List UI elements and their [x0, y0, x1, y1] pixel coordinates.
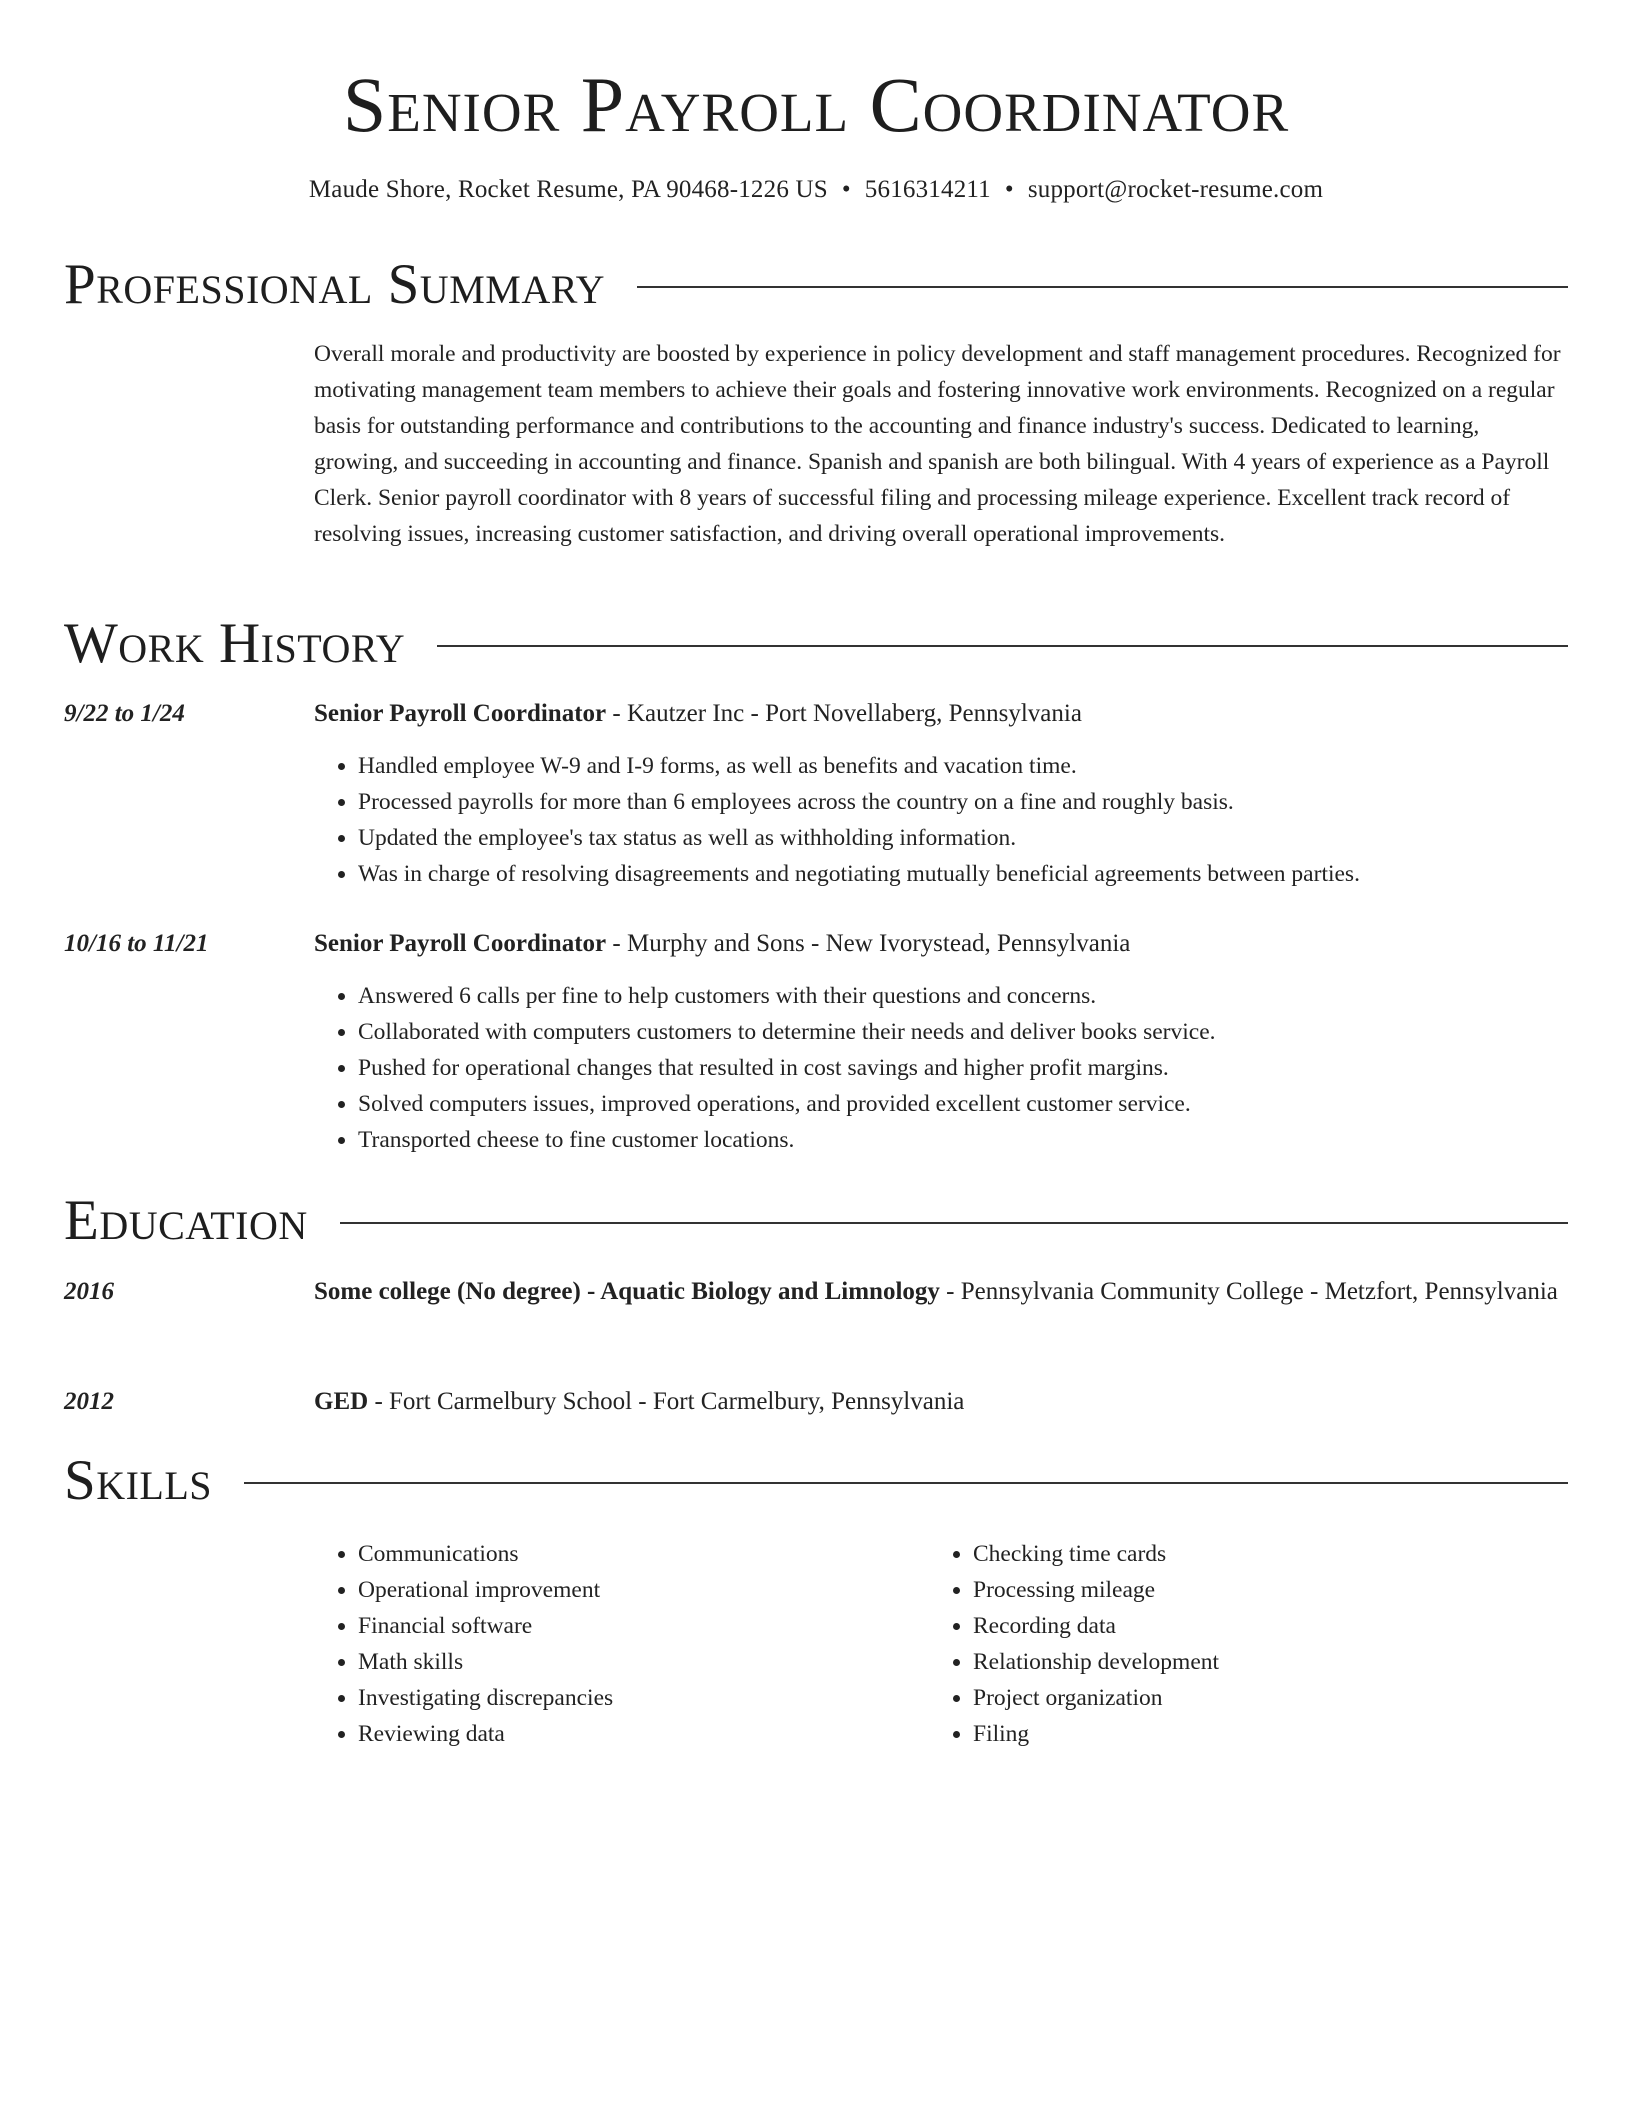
- summary-text: Overall morale and productivity are boosted by experience in policy development and staff management procedures. Recognized for motivating management team members to achieve their goals and fostering innovative work environments. Recognized on a regular basis for outstanding performance and contributions to the accounting and finance industry's success. Dedicated to learning, growing, and succeeding in accounting and finance. Spanish and spanish are both bilingual. With 4 years of experience as a Payroll Clerk. Senior payroll coordinator with 8 years of successful filing and processing mileage experience. Excellent track record of resolving issues, increasing customer satisfaction, and driving overall operational improvements.: [314, 341, 1561, 547]
- section-divider: [437, 645, 1568, 647]
- skills-section-header: [64, 1448, 1568, 1514]
- section-divider: [244, 1482, 1568, 1484]
- education-details: - Fort Carmelbury School - Fort Carmelbury, Pennsylvania: [368, 1388, 965, 1415]
- job-heading: [314, 694, 1568, 734]
- skill-item: • Relationship development: [973, 1644, 1544, 1680]
- job-details: - Murphy and Sons - New Ivorystead, Pennsylvania: [606, 930, 1131, 957]
- skill-item: • Checking time cards: [973, 1536, 1544, 1572]
- skill-item: • Project organization: [973, 1680, 1544, 1716]
- section-divider: [637, 286, 1568, 288]
- job-title: Senior Payroll Coordinator: [314, 700, 607, 727]
- skill-item: • Operational improvement: [358, 1572, 929, 1608]
- job-dates: 10/16 to 11/21: [64, 930, 209, 957]
- skill-item: • Financial software: [358, 1608, 929, 1644]
- job-bullet: • Transported cheese to fine customer locations.: [358, 1122, 1568, 1158]
- skills-heading: Skills: [64, 1449, 213, 1512]
- education-body: [314, 1272, 1568, 1312]
- skills-list: [314, 1536, 1568, 1752]
- education-heading-line: [314, 1382, 1568, 1422]
- education-degree: GED: [314, 1388, 369, 1415]
- skill-item: • Investigating discrepancies: [358, 1680, 929, 1716]
- education-heading-line: [314, 1272, 1568, 1312]
- job-bullets: [314, 748, 1568, 892]
- education-year: 2016: [64, 1278, 114, 1305]
- education-entry: [64, 1272, 1568, 1312]
- skill-item: • Math skills: [358, 1644, 929, 1680]
- skills-column-left: [314, 1536, 929, 1752]
- contact-line: [0, 172, 1632, 208]
- work-history-heading: Work History: [64, 612, 406, 675]
- skill-item: • Processing mileage: [973, 1572, 1544, 1608]
- job-body: [314, 924, 1568, 1158]
- work-history-section-header: [64, 611, 1568, 677]
- job-bullet: • Answered 6 calls per fine to help customers with their questions and concerns.: [358, 978, 1568, 1014]
- skill-item: • Communications: [358, 1536, 929, 1572]
- education-body: [314, 1382, 1568, 1422]
- skill-item: • Reviewing data: [358, 1716, 929, 1752]
- resume-title: Senior Payroll Coordinator: [342, 61, 1290, 148]
- job-bullet: • Updated the employee's tax status as well as withholding information.: [358, 820, 1568, 856]
- contact-email: support@rocket-resume.com: [1027, 176, 1324, 203]
- job-details: - Kautzer Inc - Port Novellaberg, Pennsylvania: [606, 700, 1082, 727]
- education-year: 2012: [64, 1388, 114, 1415]
- skill-item: • Recording data: [973, 1608, 1544, 1644]
- education-details: - Pennsylvania Community College - Metzfort, Pennsylvania: [939, 1278, 1558, 1305]
- job-entry: [64, 694, 1568, 892]
- contact-separator: •: [841, 176, 851, 203]
- job-bullet: • Pushed for operational changes that resulted in cost savings and higher profit margins.: [358, 1050, 1568, 1086]
- job-bullets: [314, 978, 1568, 1158]
- section-divider: [340, 1222, 1568, 1224]
- education-entry: [64, 1382, 1568, 1422]
- contact-phone: 5616314211: [864, 176, 991, 203]
- education-heading: Education: [64, 1189, 308, 1252]
- job-bullet: • Solved computers issues, improved operations, and provided excellent customer service.: [358, 1086, 1568, 1122]
- education-section-header: [64, 1188, 1568, 1254]
- skill-item: • Filing: [973, 1716, 1544, 1752]
- contact-separator: •: [1004, 176, 1014, 203]
- contact-address: Maude Shore, Rocket Resume, PA 90468-1226 US: [308, 176, 828, 203]
- summary-section-header: [64, 252, 1568, 318]
- summary-heading: Professional Summary: [64, 253, 606, 316]
- job-heading: [314, 924, 1568, 964]
- job-bullet: • Processed payrolls for more than 6 employees across the country on a fine and roughly basis.: [358, 784, 1568, 820]
- job-entry: [64, 924, 1568, 1158]
- skills-column-right: [929, 1536, 1544, 1752]
- job-title: Senior Payroll Coordinator: [314, 930, 607, 957]
- job-bullet: • Collaborated with computers customers to determine their needs and deliver books service.: [358, 1014, 1568, 1050]
- job-body: [314, 694, 1568, 892]
- job-bullet: • Was in charge of resolving disagreements and negotiating mutually beneficial agreements between parties.: [358, 856, 1568, 892]
- education-degree: Some college (No degree) - Aquatic Biology and Limnology: [314, 1278, 940, 1305]
- job-bullet: • Handled employee W-9 and I-9 forms, as well as benefits and vacation time.: [358, 748, 1568, 784]
- job-dates: 9/22 to 1/24: [64, 700, 185, 727]
